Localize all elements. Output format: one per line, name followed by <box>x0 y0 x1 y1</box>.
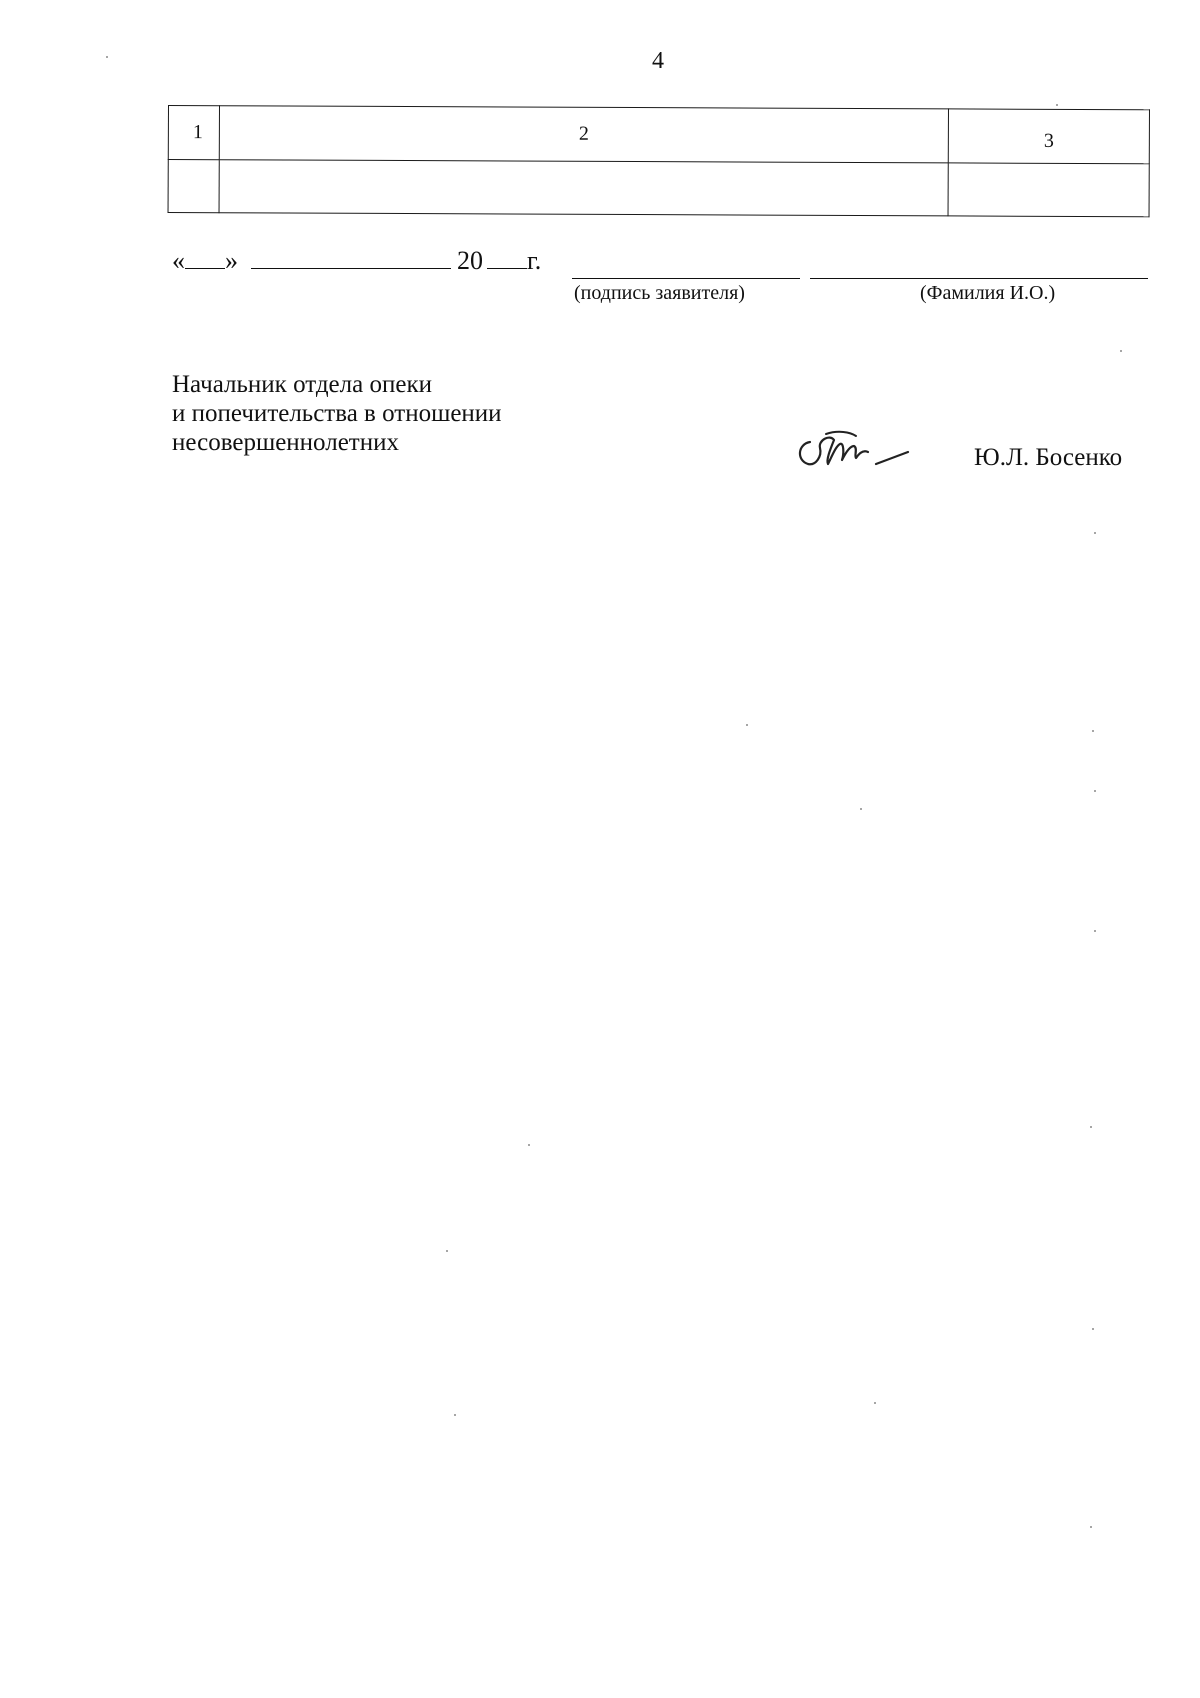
scan-speck <box>1090 1526 1092 1528</box>
official-title <box>172 370 502 457</box>
scan-speck <box>446 1250 448 1252</box>
year-prefix: 20 <box>457 246 483 275</box>
scan-speck <box>860 808 862 810</box>
scan-speck <box>1056 104 1058 106</box>
scan-speck <box>1090 1126 1092 1128</box>
scan-speck <box>106 56 108 58</box>
scan-speck <box>454 1414 456 1416</box>
scan-speck <box>1094 930 1096 932</box>
scan-speck <box>1092 730 1094 732</box>
table-header-cell-1 <box>168 106 219 160</box>
scan-speck <box>1094 790 1096 792</box>
official-name: Ю.Л. Босенко <box>974 444 1123 471</box>
table-header-cell-3 <box>948 109 1149 163</box>
table-header-text-3: 3 <box>1043 129 1054 152</box>
scan-speck <box>746 724 748 726</box>
year-suffix: г. <box>527 246 542 275</box>
table-row <box>168 159 1149 217</box>
table-cell <box>219 159 948 216</box>
table-cell <box>948 162 1149 216</box>
scan-speck <box>1094 532 1096 534</box>
official-title-line: Начальник отдела опеки <box>172 371 432 398</box>
applicant-name-line <box>810 278 1148 279</box>
page-number: 4 <box>652 48 664 74</box>
scan-speck <box>874 1402 876 1404</box>
applicant-name-caption: (Фамилия И.О.) <box>920 282 1056 304</box>
scan-speck <box>528 1144 530 1146</box>
quote-close: » <box>225 246 238 275</box>
scan-speck <box>1120 350 1122 352</box>
table-cell <box>168 159 219 213</box>
scan-speck <box>1092 1328 1094 1330</box>
official-title-line: несовершеннолетних <box>172 429 399 456</box>
year-blank <box>487 248 527 269</box>
official-title-line: и попечительства в отношении <box>172 400 502 427</box>
month-blank <box>251 248 451 269</box>
table-header-cell-2 <box>219 106 948 163</box>
form-table <box>168 105 1150 217</box>
date-line <box>172 246 541 276</box>
table-header-text-1: 1 <box>192 120 203 143</box>
applicant-signature-caption: (подпись заявителя) <box>574 282 745 304</box>
applicant-signature-line <box>572 278 800 279</box>
day-blank <box>185 248 225 269</box>
table-header-row <box>168 106 1149 164</box>
quote-open: « <box>172 246 185 275</box>
handwritten-signature <box>790 420 920 480</box>
table-header-text-2: 2 <box>578 122 589 145</box>
